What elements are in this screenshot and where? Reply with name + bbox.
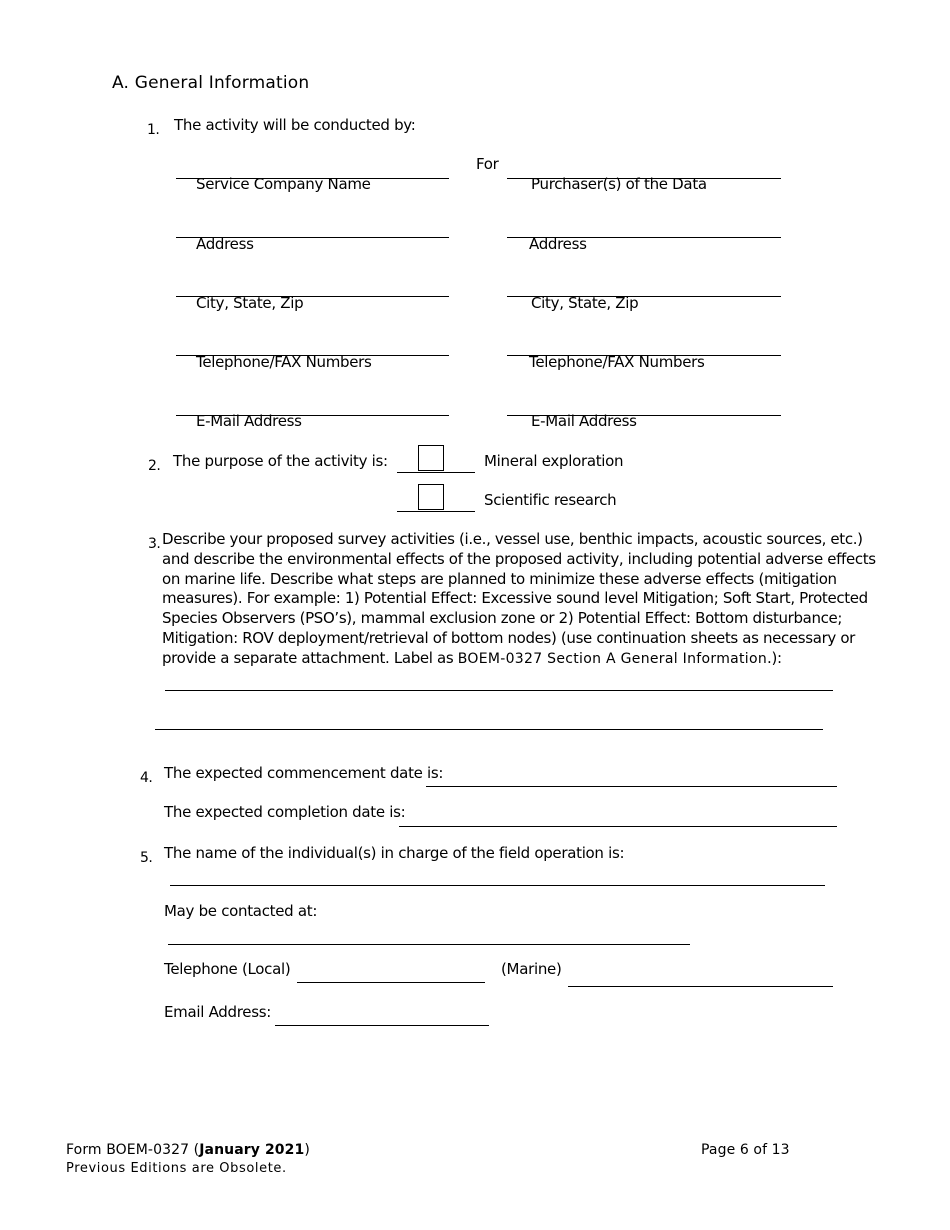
question-3-text	[162, 530, 876, 670]
service-company-address-label: Address	[196, 235, 254, 253]
contact-label: May be contacted at:	[164, 902, 318, 920]
question-3-line: Describe your proposed survey activities (i.e., vessel use, benthic impacts, acoustic sources, etc.)	[162, 530, 863, 548]
purchaser-email-label: E-Mail Address	[531, 412, 637, 430]
question-3-line: measures). For example: 1) Potential Effect: Excessive sound level Mitigation; Soft Start, Protected	[162, 589, 868, 608]
form-number-prefix: Form BOEM-0327 (	[66, 1142, 200, 1158]
commencement-date-field[interactable]	[426, 786, 837, 787]
mineral-exploration-underline	[397, 472, 475, 473]
obsolete-notice: Previous Editions are Obsolete.	[66, 1161, 287, 1176]
form-number	[66, 1142, 310, 1159]
service-company-name-label: Service Company Name	[196, 175, 371, 193]
mineral-exploration-checkbox[interactable]	[418, 445, 444, 471]
question-2-label: The purpose of the activity is:	[173, 452, 388, 470]
page-number: Page 6 of 13	[701, 1142, 790, 1158]
email-address-field[interactable]	[275, 1025, 489, 1026]
individual-in-charge-field[interactable]	[170, 885, 825, 886]
purchaser-address-label: Address	[529, 235, 587, 253]
email-address-label: Email Address:	[164, 1003, 271, 1021]
section-heading: A. General Information	[112, 73, 310, 93]
contact-address-field[interactable]	[168, 944, 690, 945]
question-1-number: 1.	[147, 122, 160, 138]
survey-description-field-2[interactable]	[155, 729, 823, 730]
purchaser-phone-label: Telephone/FAX Numbers	[529, 353, 705, 371]
question-3-number: 3.	[148, 536, 161, 552]
scientific-research-checkbox[interactable]	[418, 484, 444, 510]
question-3-line: on marine life. Describe what steps are planned to minimize these adverse effects (mitigation	[162, 569, 837, 588]
question-3-last-suffix: .):	[767, 648, 782, 667]
commencement-date-label: The expected commencement date is:	[164, 764, 444, 782]
question-3-line: Mitigation: ROV deployment/retrieval of bottom nodes) (use continuation sheets as necessary or	[162, 628, 855, 647]
completion-date-field[interactable]	[399, 826, 837, 827]
question-1-label: The activity will be conducted by:	[174, 116, 416, 134]
question-2-number: 2.	[148, 458, 161, 474]
scientific-research-label: Scientific research	[484, 491, 617, 509]
telephone-local-field[interactable]	[297, 982, 485, 983]
question-3-last-prefix: provide a separate attachment. Label as	[162, 648, 458, 667]
survey-description-field-1[interactable]	[165, 690, 833, 691]
telephone-marine-label: (Marine)	[501, 960, 562, 978]
completion-date-label: The expected completion date is:	[164, 803, 406, 821]
service-company-email-label: E-Mail Address	[196, 412, 302, 430]
telephone-local-label: Telephone (Local)	[164, 960, 291, 978]
form-number-suffix: )	[304, 1142, 310, 1158]
service-company-city-label: City, State, Zip	[196, 294, 304, 312]
telephone-marine-field[interactable]	[568, 986, 833, 987]
for-label: For	[476, 155, 499, 173]
question-3-line: Species Observers (PSO’s), mammal exclusion zone or 2) Potential Effect: Bottom disturbance;	[162, 609, 843, 628]
purchaser-city-label: City, State, Zip	[531, 294, 639, 312]
question-3-last-line	[162, 649, 862, 670]
scientific-research-underline	[397, 511, 475, 512]
service-company-phone-label: Telephone/FAX Numbers	[196, 353, 372, 371]
purchaser-name-label: Purchaser(s) of the Data	[531, 175, 707, 193]
field-operation-label: The name of the individual(s) in charge of the field operation is:	[164, 844, 625, 862]
mineral-exploration-label: Mineral exploration	[484, 452, 624, 470]
question-3-line: and describe the environmental effects of the proposed activity, including potential adverse effects	[162, 549, 876, 568]
form-date: January 2021	[199, 1142, 305, 1158]
question-5-number: 5.	[140, 850, 153, 866]
section-label-text: BOEM-0327 Section A General Information	[457, 650, 768, 667]
question-4-number: 4.	[140, 770, 153, 786]
